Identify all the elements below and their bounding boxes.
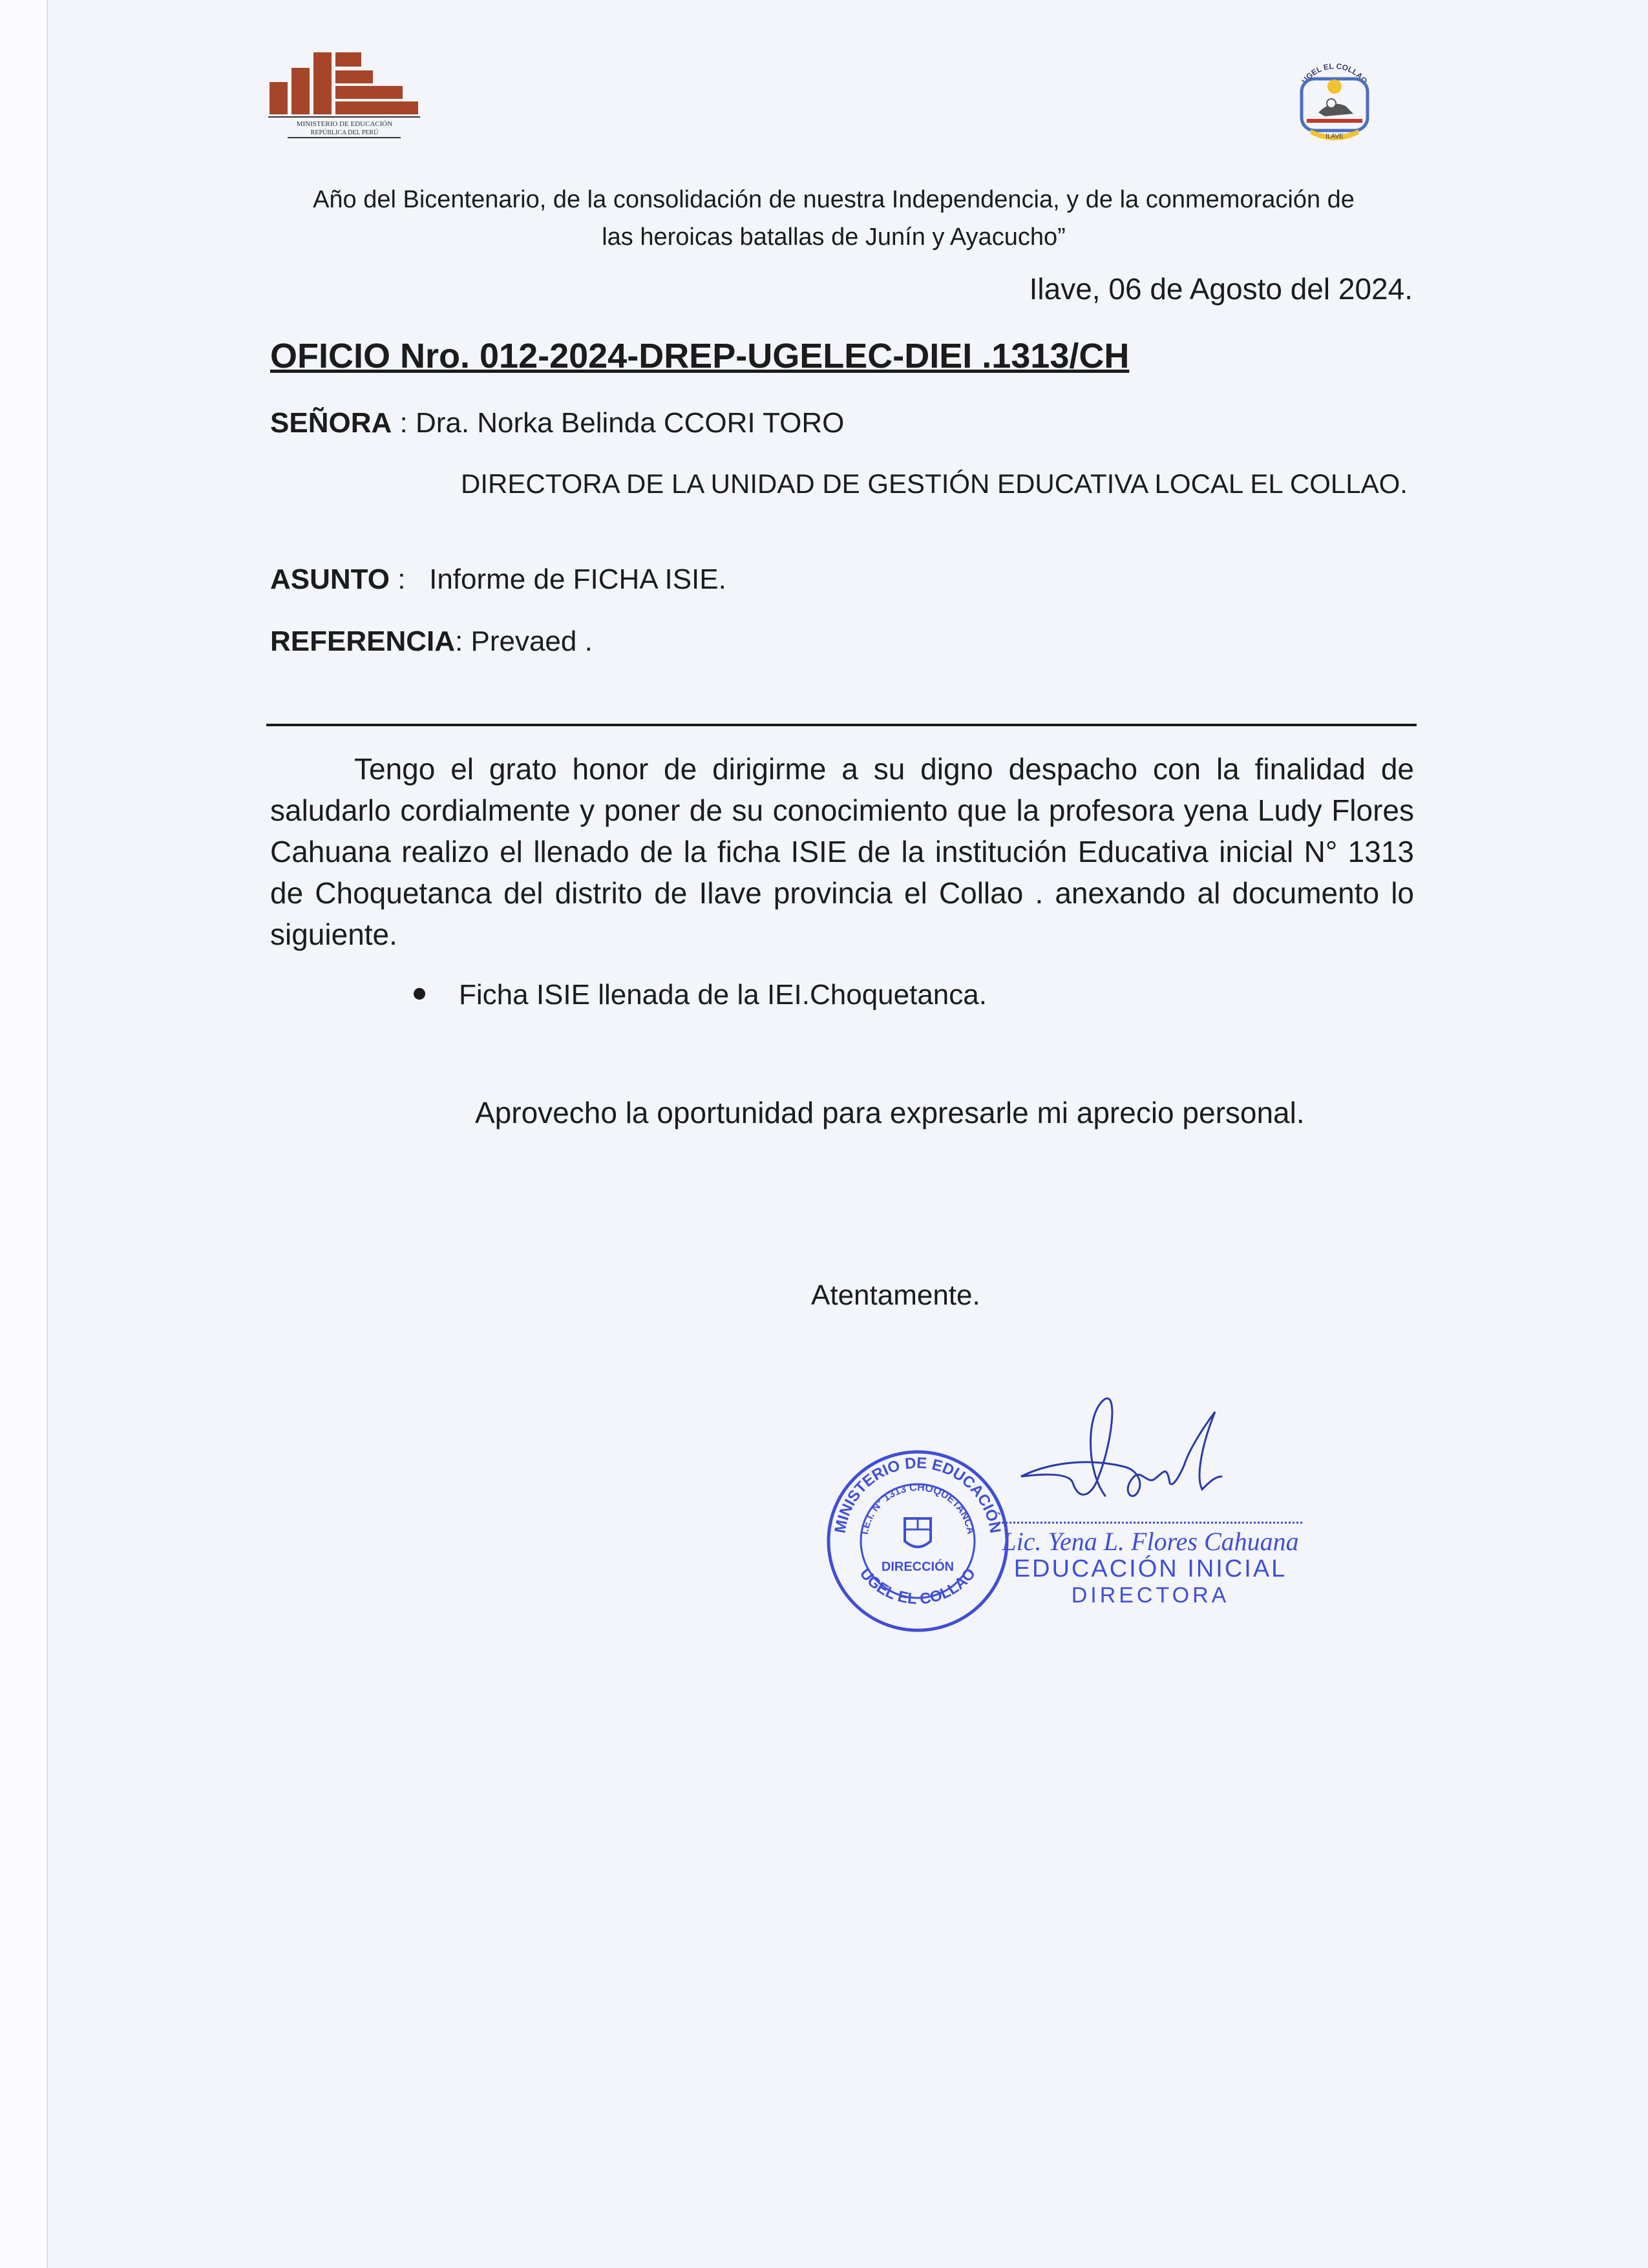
ugel-logo xyxy=(1286,47,1383,156)
subject-label: ASUNTO xyxy=(270,563,390,595)
reference-text: Prevaed . xyxy=(470,625,593,657)
subject-row xyxy=(270,563,726,596)
ministry-logo-line1: MINISTERIO DE EDUCACIÓN xyxy=(296,120,393,128)
recipient-row xyxy=(270,407,844,439)
seal-inner-text: I.E.I. N° 1313 CHOQUETANCA xyxy=(859,1482,977,1535)
body-paragraph: Tengo el grato honor de dirigirme a su digno despacho con la finalidad de saludarlo cordialmente y poner de su conocimiento que la profesora yena Ludy Flores Cahuana realizo el llenado de la ficha ISIE de la institución Educativa inicial N° 1313 de Choquetanca del distrito de Ilave provincia el Collao . anexando al documento lo siguiente. xyxy=(270,752,1414,951)
seal-center-text: DIRECCIÓN xyxy=(881,1560,955,1574)
bullet-icon xyxy=(414,988,425,1000)
scan-edge xyxy=(0,0,48,2268)
attachment-list-item xyxy=(414,979,987,1011)
ugel-logo-arc-text: UGEL EL COLLAO xyxy=(1300,61,1369,86)
recipient-position: DIRECTORA DE LA UNIDAD DE GESTIÓN EDUCATIVA LOCAL EL COLLAO. xyxy=(461,468,1408,499)
salutation: Atentamente. xyxy=(811,1279,980,1311)
attachment-text: Ficha ISIE llenada de la IEI.Choquetanca. xyxy=(459,979,987,1011)
motto xyxy=(194,181,1474,256)
reference-row xyxy=(270,625,593,658)
recipient-sep: : xyxy=(392,407,416,439)
closing-sentence: Aprovecho la oportunidad para expresarle mi aprecio personal. xyxy=(475,1096,1305,1129)
ministry-logo-line2: REPÚBLICA DEL PERÚ xyxy=(310,129,379,136)
ugel-logo-ribbon: ILAVE xyxy=(1326,133,1344,140)
coat-of-arms-icon xyxy=(905,1518,931,1547)
motto-line-1: Año del Bicentenario, de la consolidación de nuestra Independencia, y de la conmemoración de xyxy=(313,186,1355,213)
recipient-label: SEÑORA xyxy=(270,407,392,439)
signatory-department: EDUCACIÓN INICIAL xyxy=(1013,1555,1287,1582)
place-date: Ilave, 06 de Agosto del 2024. xyxy=(1029,272,1413,306)
official-seal xyxy=(824,1444,1011,1638)
reference-sep: : xyxy=(455,625,471,657)
document-code: OFICIO Nro. 012-2024-DREP-UGELEC-DIEI .1313/CH xyxy=(270,337,1130,375)
ministry-logo xyxy=(268,48,423,145)
subject-sep: : xyxy=(389,563,430,595)
recipient-name: Dra. Norka Belinda CCORI TORO xyxy=(415,407,845,439)
seal-bottom-text: UGEL EL COLLAO xyxy=(856,1564,980,1608)
seal-outer-text: MINISTERIO DE EDUCACIÓN xyxy=(831,1454,1004,1535)
subject-text: Informe de FICHA ISIE. xyxy=(429,563,726,595)
divider xyxy=(266,724,1417,726)
handwritten-signature xyxy=(1008,1386,1280,1528)
signature-stamp xyxy=(998,1522,1302,1608)
signatory-name: Lic. Yena L. Flores Cahuana xyxy=(998,1522,1302,1557)
signatory-title: DIRECTORA xyxy=(1071,1583,1230,1608)
reference-label: REFERENCIA xyxy=(270,625,456,657)
motto-line-2: las heroicas batallas de Junín y Ayacucho” xyxy=(602,224,1066,251)
